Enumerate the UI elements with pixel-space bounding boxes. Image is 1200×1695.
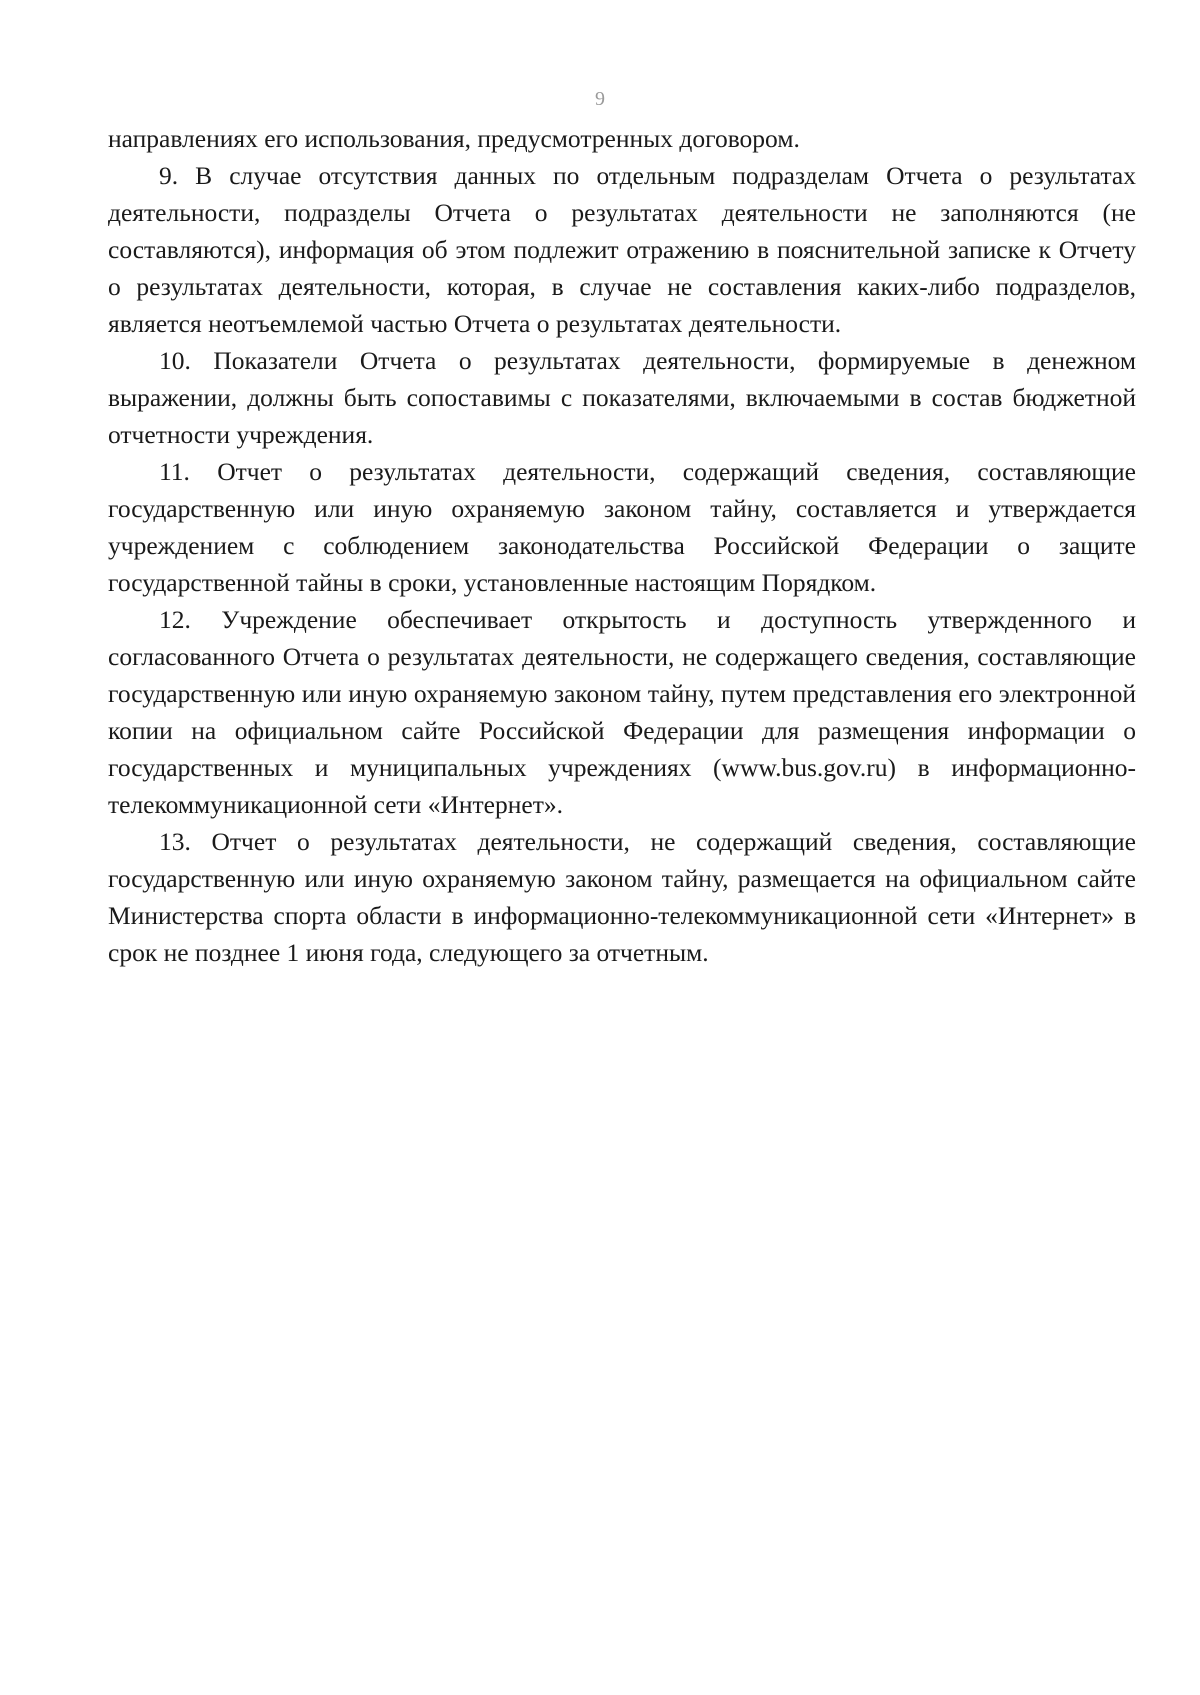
paragraph-continuation: направлениях его использования, предусмотренных договором. xyxy=(108,124,800,153)
paragraph-11: 11. Отчет о результатах деятельности, содержащий сведения, составляющие государственную или иную охраняемую законом тайну, составляется и утверждается учреждением с соблюдением законодательства Российской Федерации о защите государственной тайны в сроки, установленные настоящим Порядком. xyxy=(108,457,1136,597)
paragraph-9: 9. В случае отсутствия данных по отдельным подразделам Отчета о результатах деятельности, подразделы Отчета о результатах деятельности не заполняются (не составляются), информация об этом подлежит отражению в пояснительной записке к Отчету о результатах деятельности, которая, в случае не составления каких-либо подразделов, является неотъемлемой частью Отчета о результатах деятельности. xyxy=(108,161,1136,338)
paragraph-10: 10. Показатели Отчета о результатах деятельности, формируемые в денежном выражении, должны быть сопоставимы с показателями, включаемыми в состав бюджетной отчетности учреждения. xyxy=(108,346,1136,449)
document-body xyxy=(108,120,1136,971)
paragraph-13: 13. Отчет о результатах деятельности, не содержащий сведения, составляющие государственную или иную охраняемую законом тайну, размещается на официальном сайте Министерства спорта области в информационно-телекоммуникационной сети «Интернет» в срок не позднее 1 июня года, следующего за отчетным. xyxy=(108,827,1136,967)
page-number: 9 xyxy=(595,88,605,110)
paragraph-12: 12. Учреждение обеспечивает открытость и доступность утвержденного и согласованного Отчета о результатах деятельности, не содержащего сведения, составляющие государственную или иную охраняемую законом тайну, путем представления его электронной копии на официальном сайте Российской Федерации для размещения информации о государственных и муниципальных учреждениях (www.bus.gov.ru) в информационно-телекоммуникационной сети «Интернет». xyxy=(108,605,1136,819)
